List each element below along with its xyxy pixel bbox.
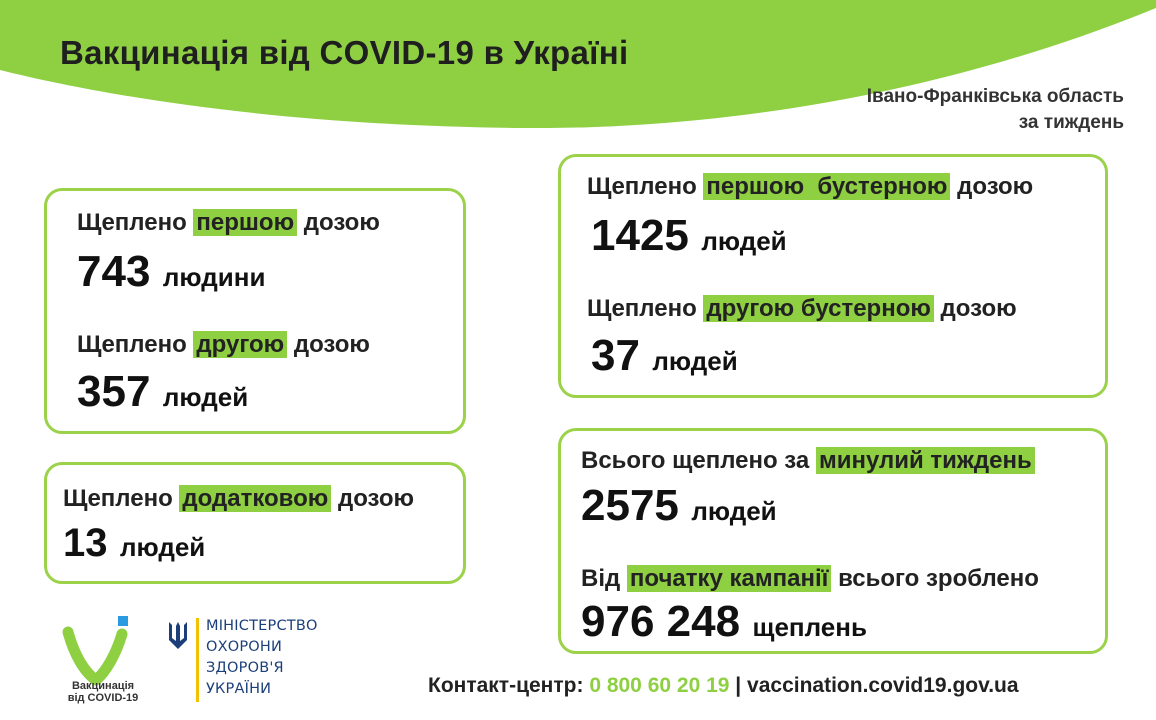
card-additional-dose: [44, 462, 466, 584]
first-dose-label: Щеплено першою дозою: [77, 209, 380, 236]
contact-separator: |: [735, 674, 742, 697]
card-first-second-dose: [44, 188, 466, 434]
week-total-count: [581, 481, 777, 531]
contact-website-link[interactable]: vaccination.covid19.gov.ua: [747, 674, 1019, 697]
campaign-total-value: 976 248: [581, 597, 741, 646]
vaccination-logo-icon: [60, 614, 140, 686]
second-dose-label: Щеплено другою дозою: [77, 331, 370, 358]
ministry-divider: [196, 618, 199, 702]
first-booster-unit: людей: [701, 226, 787, 256]
second-dose-value: 357: [77, 367, 151, 416]
ministry-name: МІНІСТЕРСТВО ОХОРОНИ ЗДОРОВ'Я УКРАЇНИ: [206, 618, 318, 697]
region-name: Івано-Франківська область: [866, 86, 1124, 107]
week-total-value: 2575: [581, 481, 679, 530]
additional-dose-highlight: додатковою: [179, 485, 331, 512]
region-period: за тиждень: [1018, 112, 1124, 133]
second-booster-label: Щеплено другою бустерною дозою: [587, 295, 1017, 322]
first-dose-count: [77, 247, 265, 297]
first-booster-label: Щеплено першою бустерною дозою: [587, 173, 1034, 200]
card-totals: [558, 428, 1108, 654]
second-booster-highlight: другою бустерною: [703, 295, 933, 322]
second-dose-highlight: другою: [193, 331, 287, 358]
second-booster-unit: людей: [652, 346, 738, 376]
trident-icon: [166, 620, 190, 650]
second-dose-unit: людей: [162, 382, 249, 412]
page-title: Вакцинація від COVID-19 в Україні: [60, 34, 629, 71]
campaign-total-label: Від початку кампанії всього зроблено: [581, 565, 1039, 592]
campaign-total-count: [581, 597, 867, 647]
additional-dose-label: Щеплено додатковою дозою: [63, 485, 415, 512]
second-dose-count: [77, 367, 248, 417]
additional-dose-value: 13: [63, 521, 108, 565]
week-total-label: Всього щеплено за минулий тиждень: [581, 447, 1035, 475]
region-label: [867, 84, 1124, 136]
additional-dose-count: [63, 521, 205, 566]
card-booster-doses: [558, 154, 1108, 398]
first-dose-highlight: першою: [193, 209, 297, 236]
second-booster-count: [591, 331, 738, 381]
campaign-total-unit: щеплень: [752, 612, 867, 642]
contact-phone[interactable]: 0 800 60 20 19: [589, 674, 730, 697]
first-dose-unit: людини: [162, 262, 266, 292]
contact-line: [428, 674, 1019, 698]
first-booster-count: [591, 211, 787, 261]
second-booster-value: 37: [591, 331, 640, 380]
week-total-unit: людей: [691, 496, 777, 526]
additional-dose-unit: людей: [119, 532, 206, 562]
first-booster-value: 1425: [591, 211, 689, 260]
campaign-total-highlight: початку кампанії: [627, 565, 832, 592]
first-dose-value: 743: [77, 247, 151, 296]
contact-label: Контакт-центр:: [428, 674, 584, 697]
first-booster-highlight: першою бустерною: [703, 173, 950, 200]
week-total-highlight: минулий тиждень: [816, 447, 1035, 474]
vaccination-logo-caption: Вакцинація від COVID-19: [67, 680, 139, 704]
